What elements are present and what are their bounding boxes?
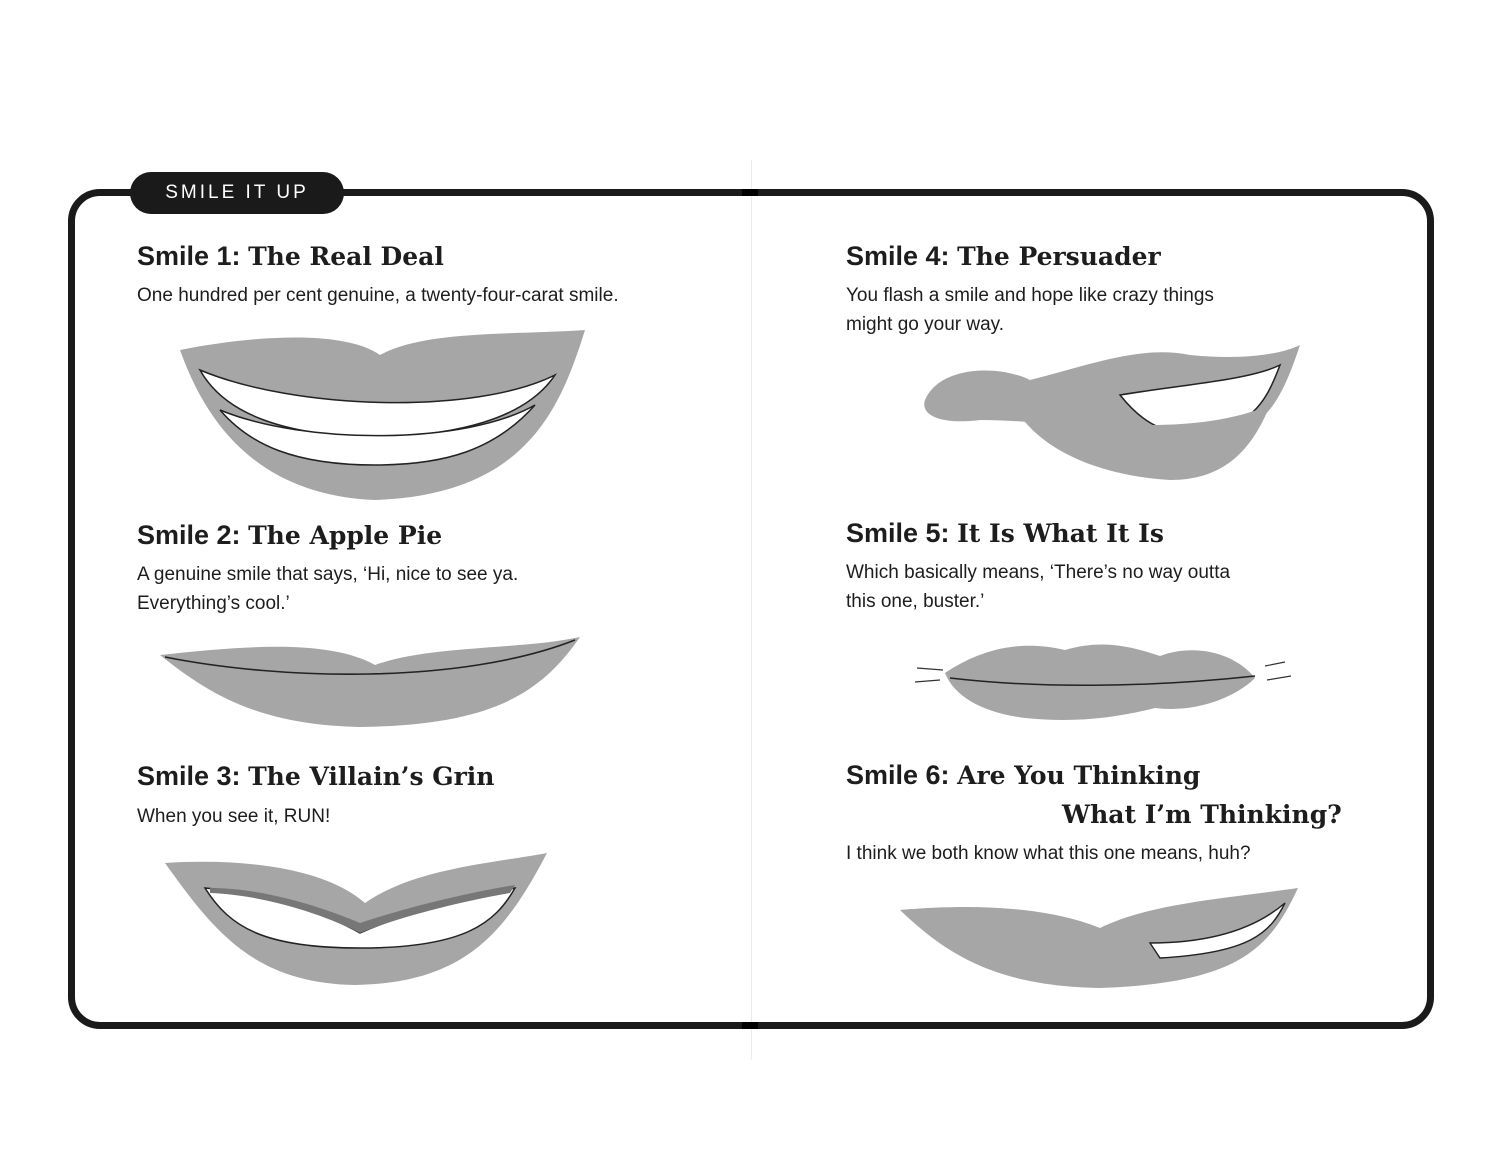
smile-6-illustration [900, 888, 1300, 993]
smile-2-illustration [160, 635, 582, 730]
description-line: I think we both know what this one means, huh? [846, 843, 1251, 864]
smile-5-heading [846, 518, 1164, 549]
smile-3-description [137, 802, 330, 831]
gutter-mark-bottom [742, 1022, 758, 1029]
description-line: this one, buster.’ [846, 591, 985, 612]
smile-4-illustration [920, 345, 1302, 483]
smile-title: The Persuader [957, 242, 1161, 271]
smile-5-illustration [915, 638, 1293, 724]
smile-title: It Is What It Is [957, 519, 1164, 548]
description-line: Everything’s cool.’ [137, 593, 290, 614]
smile-title: Are You Thinking [957, 761, 1201, 790]
smile-5-description [846, 558, 1230, 616]
description-line: One hundred per cent genuine, a twenty-four-carat smile. [137, 285, 619, 306]
smile-4-description [846, 281, 1214, 339]
smile-1-illustration [175, 330, 590, 505]
smile-title: The Apple Pie [248, 521, 443, 550]
smile-2-description [137, 560, 518, 618]
smile-1-description [137, 281, 619, 310]
description-line: When you see it, RUN! [137, 806, 331, 827]
smile-number: Smile 5: [846, 518, 950, 548]
smile-3-heading [137, 761, 494, 792]
smile-number: Smile 3: [137, 761, 241, 791]
smile-2-heading [137, 520, 442, 551]
smile-6-heading-line2 [1062, 799, 1342, 830]
smile-number: Smile 1: [137, 241, 241, 271]
smile-number: Smile 2: [137, 520, 241, 550]
smile-6-description [846, 839, 1251, 868]
smile-title: The Real Deal [248, 242, 444, 271]
description-line: Which basically means, ‘There’s no way outta [846, 562, 1231, 583]
description-line: You flash a smile and hope like crazy things [846, 285, 1214, 306]
description-line: A genuine smile that says, ‘Hi, nice to see ya. [137, 564, 519, 585]
smile-title: The Villain’s Grin [248, 762, 495, 791]
smile-3-illustration [165, 853, 550, 988]
smile-6-heading [846, 760, 1200, 791]
description-line: might go your way. [846, 314, 1005, 335]
smile-4-heading [846, 241, 1161, 272]
smile-number: Smile 4: [846, 241, 950, 271]
smile-title: What I’m Thinking? [1062, 800, 1342, 829]
smile-1-heading [137, 241, 444, 272]
gutter-mark-top [742, 189, 758, 196]
section-tab: SMILE IT UP [130, 172, 344, 214]
smile-number: Smile 6: [846, 760, 950, 790]
